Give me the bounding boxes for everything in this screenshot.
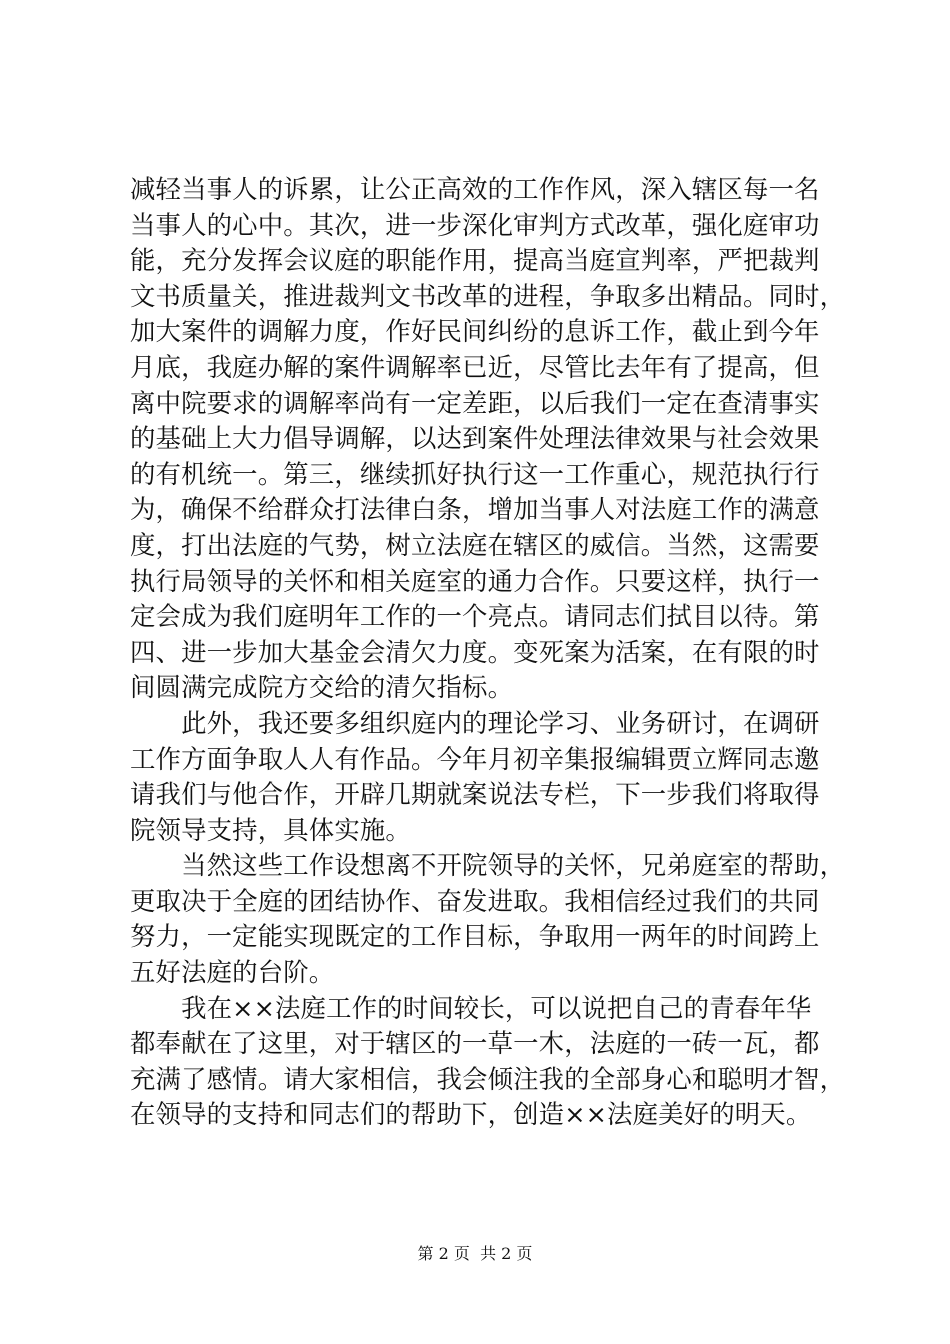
text-line: 执行局领导的关怀和相关庭室的通力合作。只要这样，执行一 bbox=[130, 565, 820, 596]
text-line: 请我们与他合作，开辟几期就案说法专栏，下一步我们将取得 bbox=[130, 779, 820, 810]
page-number-footer: 第 2 页 共 2 页 bbox=[417, 1244, 533, 1263]
text-line: 努力，一定能实现既定的工作目标，争取用一两年的时间跨上 bbox=[130, 921, 820, 952]
text-line: 的基础上大力倡导调解，以达到案件处理法律效果与社会效果 bbox=[130, 423, 820, 454]
text-line: 四、进一步加大基金会清欠力度。变死案为活案，在有限的时 bbox=[130, 636, 820, 667]
text-line: 的有机统一。第三，继续抓好执行这一工作重心，规范执行行 bbox=[130, 458, 820, 489]
text-line: 都奉献在了这里，对于辖区的一草一木，法庭的一砖一瓦，都 bbox=[130, 1028, 820, 1059]
text-line: 离中院要求的调解率尚有一定差距，以后我们一定在查清事实 bbox=[130, 387, 820, 418]
text-line: 加大案件的调解力度，作好民间纠纷的息诉工作，截止到今年 bbox=[130, 316, 820, 347]
body-text bbox=[130, 172, 846, 1133]
text-line: 充满了感情。请大家相信，我会倾注我的全部身心和聪明才智， bbox=[130, 1063, 846, 1094]
text-line: 文书质量关，推进裁判文书改革的进程，争取多出精品。同时， bbox=[130, 280, 846, 311]
text-line: 当然这些工作设想离不开院领导的关怀，兄弟庭室的帮助， bbox=[130, 850, 846, 881]
text-line: 院领导支持，具体实施。 bbox=[130, 814, 411, 845]
text-line: 度，打出法庭的气势，树立法庭在辖区的威信。当然，这需要 bbox=[130, 529, 820, 560]
text-line: 工作方面争取人人有作品。今年月初辛集报编辑贾立辉同志邀 bbox=[130, 743, 820, 774]
text-line: 为，确保不给群众打法律白条，增加当事人对法庭工作的满意 bbox=[130, 494, 820, 525]
text-line: 更取决于全庭的团结协作、奋发进取。我相信经过我们的共同 bbox=[130, 885, 820, 916]
text-line: 减轻当事人的诉累，让公正高效的工作作风，深入辖区每一名 bbox=[130, 174, 820, 204]
text-line: 此外，我还要多组织庭内的理论学习、业务研讨，在调研 bbox=[130, 707, 820, 738]
text-line: 当事人的心中。其次，进一步深化审判方式改革，强化庭审功 bbox=[130, 209, 820, 240]
text-line: 月底，我庭办解的案件调解率已近，尽管比去年有了提高，但 bbox=[130, 351, 820, 382]
text-line: 五好法庭的台阶。 bbox=[130, 957, 335, 988]
text-line: 在领导的支持和同志们的帮助下，创造××法庭美好的明天。 bbox=[130, 1099, 812, 1130]
text-line: 能，充分发挥会议庭的职能作用，提高当庭宣判率，严把裁判 bbox=[130, 245, 820, 276]
text-line: 我在××法庭工作的时间较长，可以说把自己的青春年华 bbox=[130, 992, 812, 1023]
text-line: 定会成为我们庭明年工作的一个亮点。请同志们拭目以待。第 bbox=[130, 601, 820, 632]
text-line: 间圆满完成院方交给的清欠指标。 bbox=[130, 672, 514, 703]
